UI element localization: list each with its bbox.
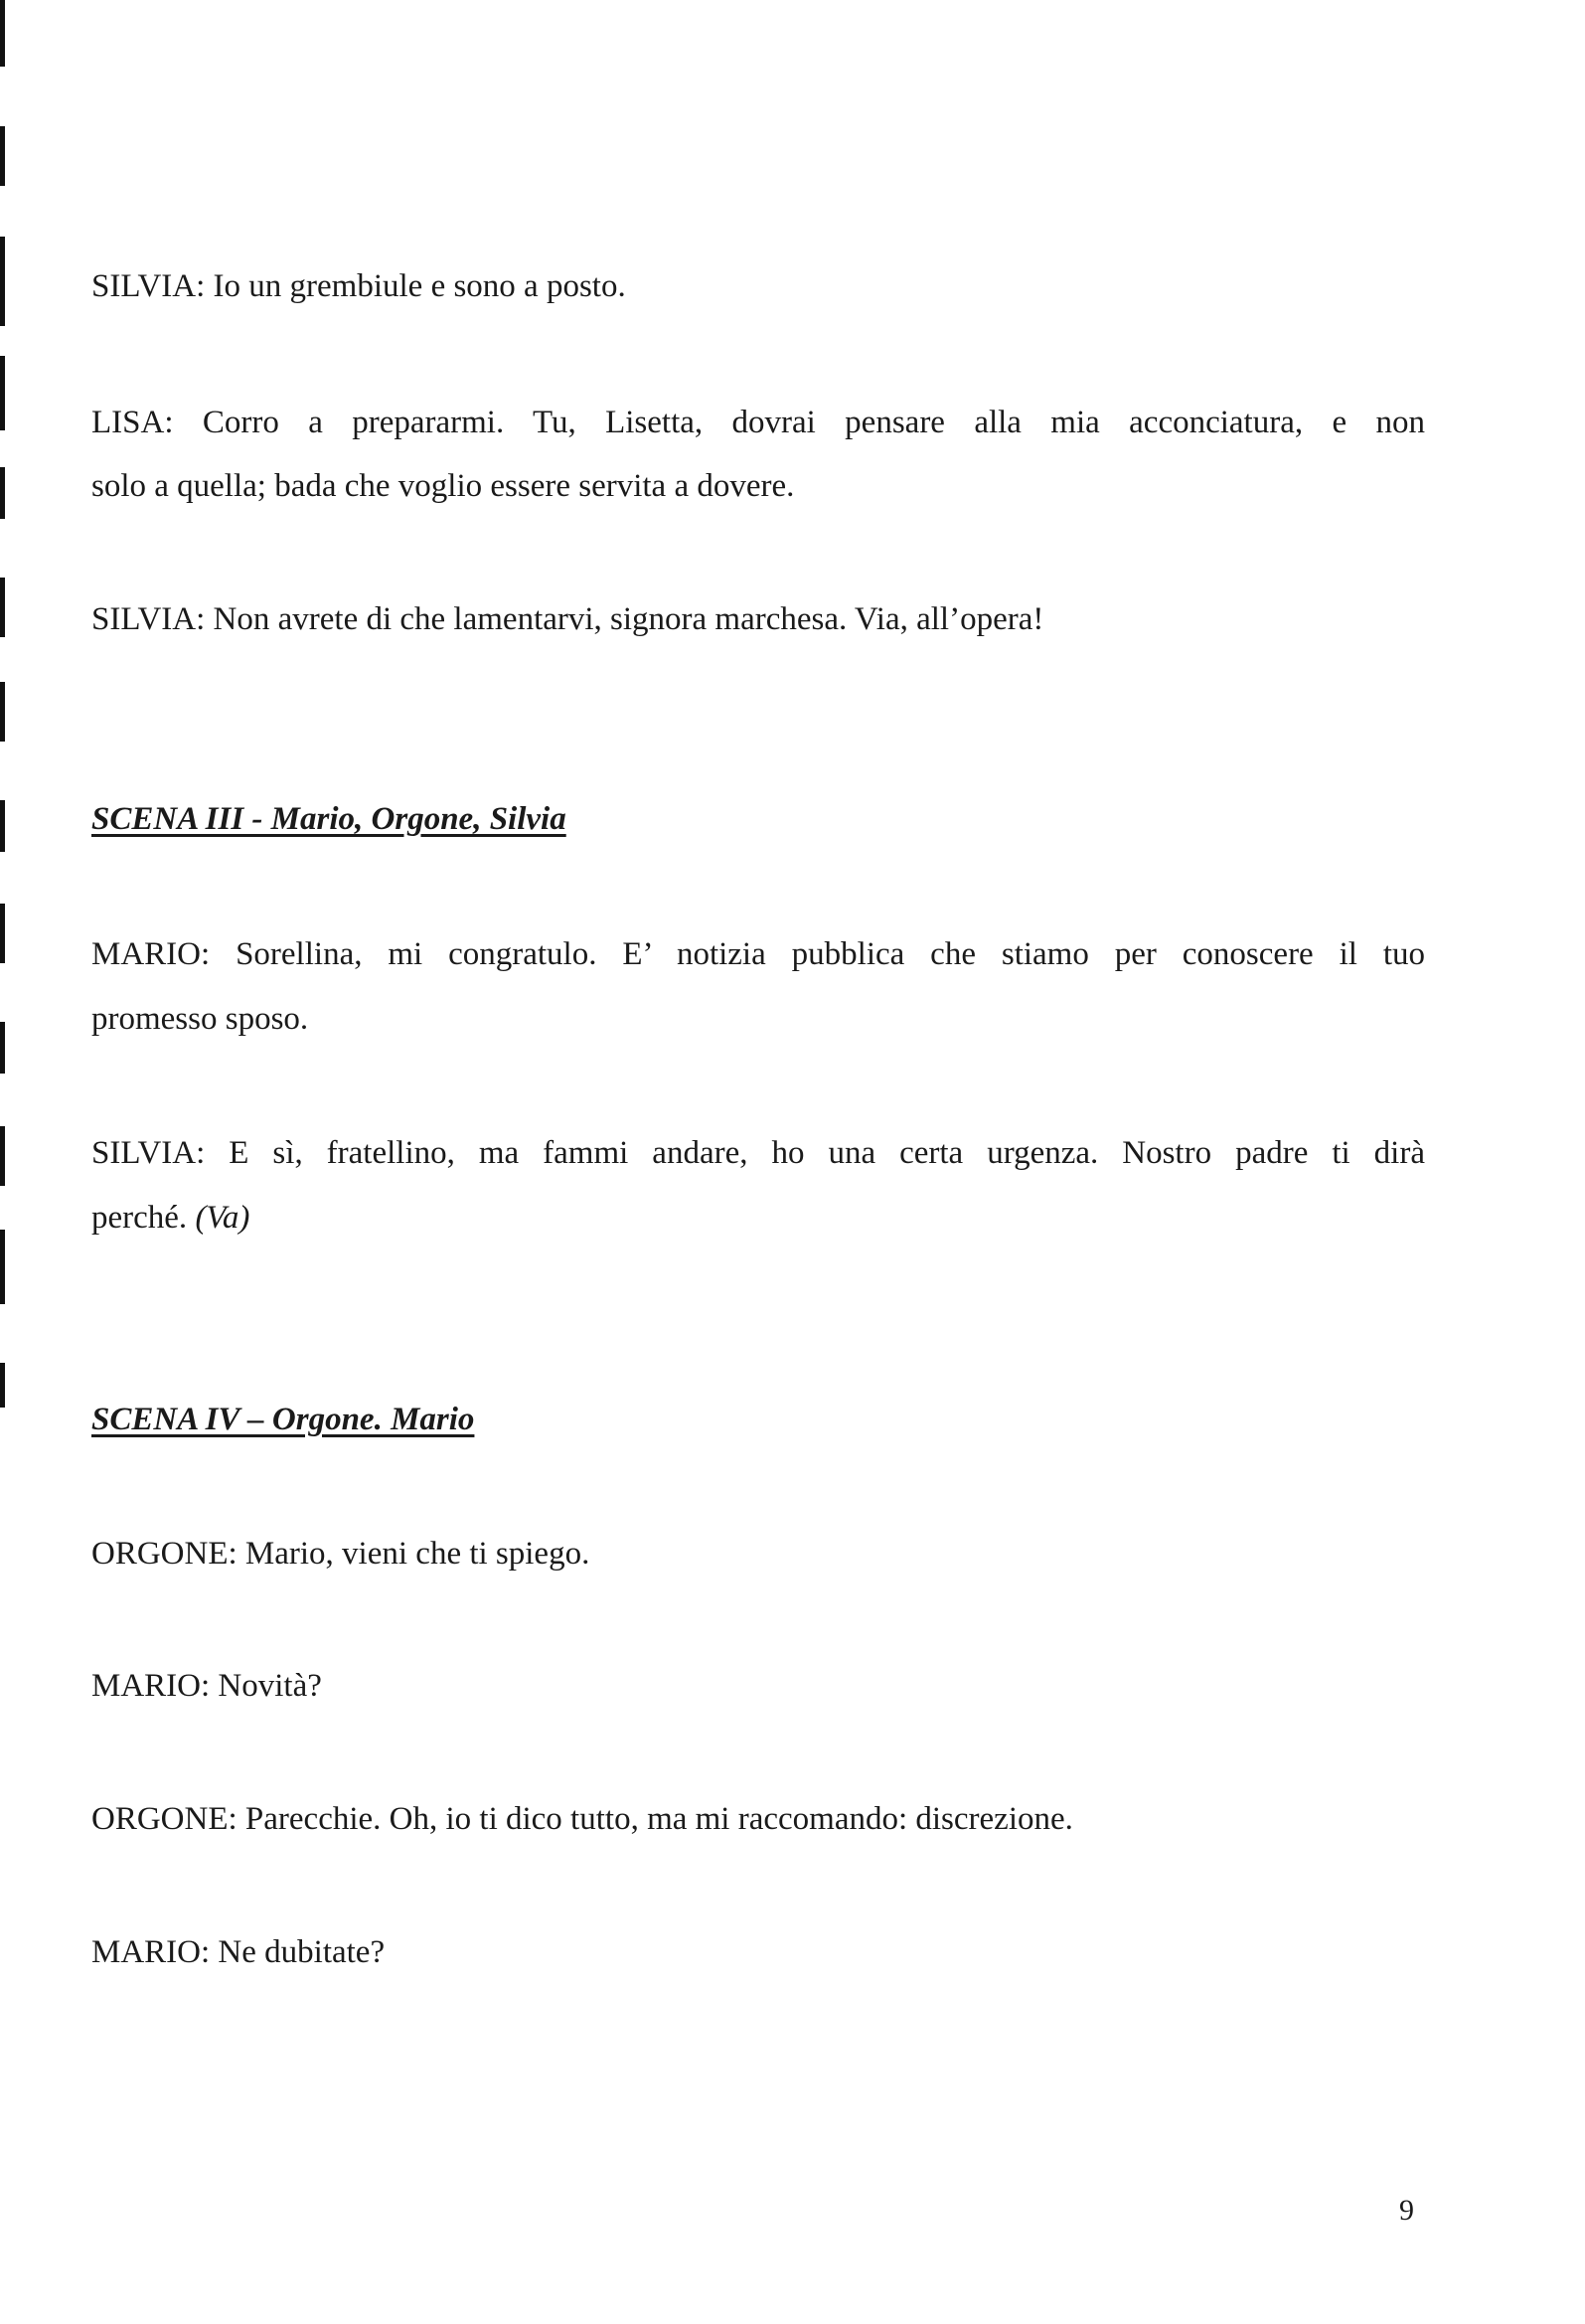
- dialogue-line: ORGONE: Parecchie. Oh, io ti dico tutto, ma mi raccomando: discrezione.: [91, 1801, 1073, 1837]
- scan-edge-mark: [0, 0, 5, 67]
- dialogue-line: MARIO: Sorellina, mi congratulo. E’ notizia pubblica che stiamo per conoscere il tuo: [91, 936, 1425, 972]
- scan-edge-mark: [0, 904, 5, 963]
- scan-edge-mark: [0, 1022, 5, 1074]
- dialogue-line: MARIO: Novità?: [91, 1668, 322, 1704]
- page-number: 9: [1399, 2194, 1414, 2227]
- scene-heading: SCENA IV – Orgone. Mario: [91, 1402, 475, 1437]
- scan-edge-mark: [0, 467, 5, 519]
- dialogue-line: [91, 1198, 249, 1238]
- dialogue-line: LISA: Corro a prepararmi. Tu, Lisetta, dovrai pensare alla mia acconciatura, e non: [91, 405, 1425, 440]
- dialogue-line: MARIO: Ne dubitate?: [91, 1934, 386, 1970]
- scan-edge-mark: [0, 800, 5, 852]
- dialogue-line: solo a quella; bada che voglio essere servita a dovere.: [91, 468, 795, 504]
- scan-edge-mark: [0, 1126, 5, 1186]
- scan-edge-mark: [0, 237, 5, 326]
- scan-edge-mark: [0, 356, 5, 430]
- dialogue-line: promesso sposo.: [91, 1001, 309, 1037]
- scan-edge-mark: [0, 126, 5, 186]
- dialogue-text: perché.: [91, 1200, 188, 1236]
- dialogue-line: SILVIA: E sì, fratellino, ma fammi andare, ho una certa urgenza. Nostro padre ti dirà: [91, 1135, 1425, 1171]
- scan-edge-mark: [0, 1363, 5, 1408]
- stage-direction: (Va): [195, 1200, 250, 1236]
- dialogue-line: ORGONE: Mario, vieni che ti spiego.: [91, 1536, 590, 1572]
- dialogue-line: SILVIA: Io un grembiule e sono a posto.: [91, 268, 626, 304]
- scene-heading: SCENA III - Mario, Orgone, Silvia: [91, 801, 566, 837]
- scan-edge-mark: [0, 682, 5, 742]
- dialogue-line: SILVIA: Non avrete di che lamentarvi, signora marchesa. Via, all’opera!: [91, 601, 1044, 637]
- scan-edge-mark: [0, 1230, 5, 1304]
- scan-edge-mark: [0, 578, 5, 637]
